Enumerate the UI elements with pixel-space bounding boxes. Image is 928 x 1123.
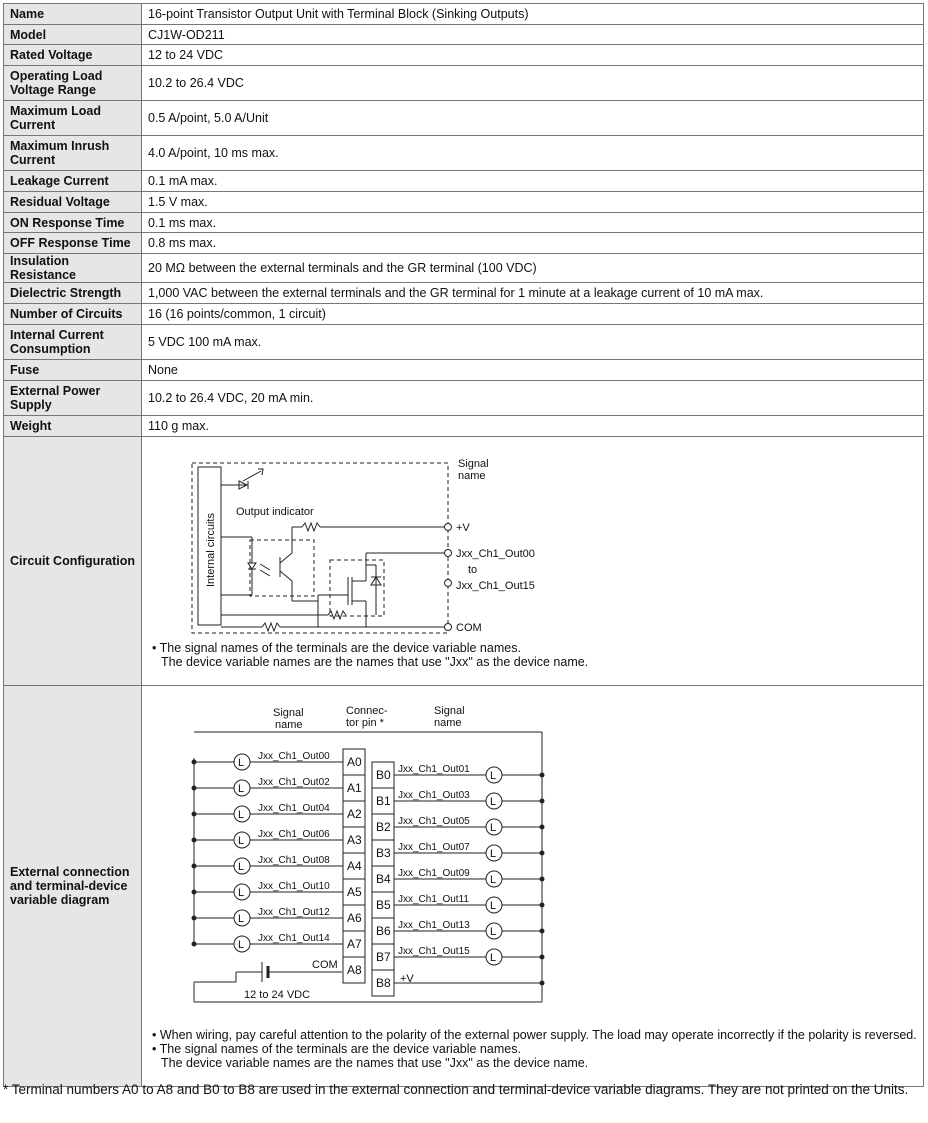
load-symbol: L <box>490 952 497 964</box>
spec-label: Internal Current Consumption <box>4 325 142 360</box>
signal-name-label-2: name <box>458 470 486 482</box>
load-symbol: L <box>238 809 245 821</box>
spec-value: 16-point Transistor Output Unit with Terminal Block (Sinking Outputs) <box>142 4 924 25</box>
junction-dot <box>540 929 545 934</box>
signal-name-left: Jxx_Ch1_Out00 <box>258 751 330 762</box>
spec-value: 10.2 to 26.4 VDC, 20 mA min. <box>142 381 924 416</box>
spec-label: Fuse <box>4 360 142 381</box>
spec-label: Maximum Inrush Current <box>4 136 142 171</box>
junction-dot <box>540 903 545 908</box>
spec-label: Operating Load Voltage Range <box>4 66 142 101</box>
load-symbol: L <box>490 822 497 834</box>
internal-circuits-label: Internal circuits <box>205 513 217 587</box>
spec-row <box>4 233 924 254</box>
spec-value: 1.5 V max. <box>142 192 924 213</box>
hdr-signal-left-1: Signal <box>273 707 304 719</box>
signal-name-left: Jxx_Ch1_Out06 <box>258 829 330 840</box>
signal-name-left: Jxx_Ch1_Out02 <box>258 777 330 788</box>
circuit-row <box>4 437 924 686</box>
junction-dot <box>192 864 197 869</box>
supply-voltage-label: 12 to 24 VDC <box>244 989 311 1001</box>
terminal-pin-label: A1 <box>347 781 362 795</box>
signal-name-right: Jxx_Ch1_Out05 <box>398 816 470 827</box>
output-indicator-label: Output indicator <box>236 506 314 518</box>
spec-row <box>4 416 924 437</box>
terminal-pin-label: B4 <box>376 872 391 886</box>
spec-value: 5 VDC 100 mA max. <box>142 325 924 360</box>
junction-dot <box>192 812 197 817</box>
circuit-label: Circuit Configuration <box>4 437 142 686</box>
junction-dot <box>192 942 197 947</box>
circuit-diagram <box>142 437 922 637</box>
vplus-label: +V <box>400 973 414 985</box>
external-label: External connection and terminal-device variable diagram <box>4 686 142 1087</box>
hdr-signal-right-1: Signal <box>434 705 465 717</box>
signal-name-left: Jxx_Ch1_Out14 <box>258 933 330 944</box>
load-symbol: L <box>490 900 497 912</box>
junction-dot <box>192 890 197 895</box>
spec-value: CJ1W-OD211 <box>142 25 924 45</box>
spec-row <box>4 304 924 325</box>
external-note-3: The device variable names are the names that use "Jxx" as the device name. <box>161 1056 589 1070</box>
junction-dot <box>192 838 197 843</box>
spec-value: 16 (16 points/common, 1 circuit) <box>142 304 924 325</box>
junction-dot <box>540 955 545 960</box>
spec-row <box>4 171 924 192</box>
load-symbol: L <box>490 874 497 886</box>
junction-dot <box>540 799 545 804</box>
signal-name-right: Jxx_Ch1_Out03 <box>398 790 470 801</box>
spec-row <box>4 192 924 213</box>
terminal-pin-label: B5 <box>376 898 391 912</box>
spec-label: OFF Response Time <box>4 233 142 254</box>
signal-name-right: Jxx_Ch1_Out11 <box>398 894 469 905</box>
load-symbol: L <box>490 796 497 808</box>
load-symbol: L <box>238 887 245 899</box>
junction-dot <box>540 877 545 882</box>
hdr-signal-right-2: name <box>434 717 462 729</box>
signal-name-right: Jxx_Ch1_Out13 <box>398 920 470 931</box>
spec-label: Number of Circuits <box>4 304 142 325</box>
junction-dot <box>192 916 197 921</box>
signal-name-left: Jxx_Ch1_Out10 <box>258 881 330 892</box>
spec-row <box>4 45 924 66</box>
load-symbol: L <box>238 939 245 951</box>
load-symbol: L <box>238 861 245 873</box>
spec-row <box>4 254 924 283</box>
spec-label: Leakage Current <box>4 171 142 192</box>
load-symbol: L <box>490 926 497 938</box>
terminal-pin-label: B7 <box>376 950 391 964</box>
spec-label: External Power Supply <box>4 381 142 416</box>
terminal-pin-label: A5 <box>347 885 362 899</box>
signal-name-label-1: Signal <box>458 458 489 470</box>
external-row <box>4 686 924 1087</box>
spec-label: Insulation Resistance <box>4 254 142 283</box>
spec-table <box>3 3 924 1087</box>
junction-dot <box>540 981 545 986</box>
com-label: COM <box>312 959 338 971</box>
hdr-signal-left-2: name <box>275 719 303 731</box>
spec-label: Maximum Load Current <box>4 101 142 136</box>
footnote: * Terminal numbers A0 to A8 and B0 to B8 are used in the external connection and terminal-device variable diagrams. They are not printed on the Units. <box>3 1082 909 1097</box>
spec-value: 12 to 24 VDC <box>142 45 924 66</box>
spec-label: Dielectric Strength <box>4 283 142 304</box>
load-symbol: L <box>238 913 245 925</box>
terminal-pin-label: B2 <box>376 820 391 834</box>
terminal-pin-label: A2 <box>347 807 362 821</box>
spec-value: 20 MΩ between the external terminals and the GR terminal (100 VDC) <box>142 254 924 283</box>
signal-name-right: Jxx_Ch1_Out09 <box>398 868 470 879</box>
vplus-label: +V <box>456 522 470 534</box>
load-symbol: L <box>238 783 245 795</box>
spec-label: ON Response Time <box>4 213 142 233</box>
spec-row <box>4 213 924 233</box>
out-first-label: Jxx_Ch1_Out00 <box>456 548 535 560</box>
spec-value: 0.5 A/point, 5.0 A/Unit <box>142 101 924 136</box>
spec-value: 10.2 to 26.4 VDC <box>142 66 924 101</box>
terminal-pin-label: B0 <box>376 768 391 782</box>
spec-row <box>4 25 924 45</box>
spec-value: 0.1 mA max. <box>142 171 924 192</box>
terminal-pin-label: A3 <box>347 833 362 847</box>
spec-label: Rated Voltage <box>4 45 142 66</box>
junction-dot <box>192 786 197 791</box>
terminal-pin-label: A8 <box>347 963 362 977</box>
junction-dot <box>540 773 545 778</box>
spec-value: 0.8 ms max. <box>142 233 924 254</box>
load-symbol: L <box>490 770 497 782</box>
spec-label: Weight <box>4 416 142 437</box>
spec-row <box>4 283 924 304</box>
hdr-connector-2: tor pin * <box>346 717 384 729</box>
terminal-pin-label: A6 <box>347 911 362 925</box>
terminal-pin-label: B1 <box>376 794 391 808</box>
spec-row <box>4 360 924 381</box>
load-symbol: L <box>238 835 245 847</box>
signal-name-right: Jxx_Ch1_Out01 <box>398 764 470 775</box>
hdr-connector-1: Connec- <box>346 705 388 717</box>
circuit-note-1: • The signal names of the terminals are the device variable names. <box>152 641 521 655</box>
junction-dot <box>540 851 545 856</box>
spec-row <box>4 136 924 171</box>
external-note-2: • The signal names of the terminals are the device variable names. <box>152 1042 521 1056</box>
spec-label: Residual Voltage <box>4 192 142 213</box>
external-connection-diagram <box>142 686 922 1026</box>
external-note-1: • When wiring, pay careful attention to the polarity of the external power supply. The load may operate incorrectly if the polarity is reversed. <box>152 1028 917 1042</box>
spec-row <box>4 66 924 101</box>
spec-row <box>4 381 924 416</box>
terminal-pin-label: B3 <box>376 846 391 860</box>
out-last-label: Jxx_Ch1_Out15 <box>456 580 535 592</box>
spec-label: Model <box>4 25 142 45</box>
load-symbol: L <box>490 848 497 860</box>
spec-row <box>4 325 924 360</box>
spec-row <box>4 4 924 25</box>
terminal-pin-label: A0 <box>347 755 362 769</box>
spec-value: 0.1 ms max. <box>142 213 924 233</box>
spec-value: 110 g max. <box>142 416 924 437</box>
spec-value: 4.0 A/point, 10 ms max. <box>142 136 924 171</box>
junction-dot <box>192 760 197 765</box>
com-label: COM <box>456 622 482 634</box>
to-label: to <box>468 564 478 576</box>
spec-value: 1,000 VAC between the external terminals and the GR terminal for 1 minute at a leakage current of 10 mA max. <box>142 283 924 304</box>
signal-name-left: Jxx_Ch1_Out08 <box>258 855 330 866</box>
signal-name-left: Jxx_Ch1_Out04 <box>258 803 330 814</box>
signal-name-right: Jxx_Ch1_Out15 <box>398 946 470 957</box>
load-symbol: L <box>238 757 245 769</box>
terminal-pin-label: B8 <box>376 976 391 990</box>
terminal-pin-label: A4 <box>347 859 362 873</box>
signal-name-right: Jxx_Ch1_Out07 <box>398 842 470 853</box>
spec-row <box>4 101 924 136</box>
signal-name-left: Jxx_Ch1_Out12 <box>258 907 330 918</box>
junction-dot <box>540 825 545 830</box>
circuit-note-2: The device variable names are the names that use "Jxx" as the device name. <box>161 655 589 669</box>
terminal-pin-label: B6 <box>376 924 391 938</box>
spec-label: Name <box>4 4 142 25</box>
spec-value: None <box>142 360 924 381</box>
terminal-pin-label: A7 <box>347 937 362 951</box>
